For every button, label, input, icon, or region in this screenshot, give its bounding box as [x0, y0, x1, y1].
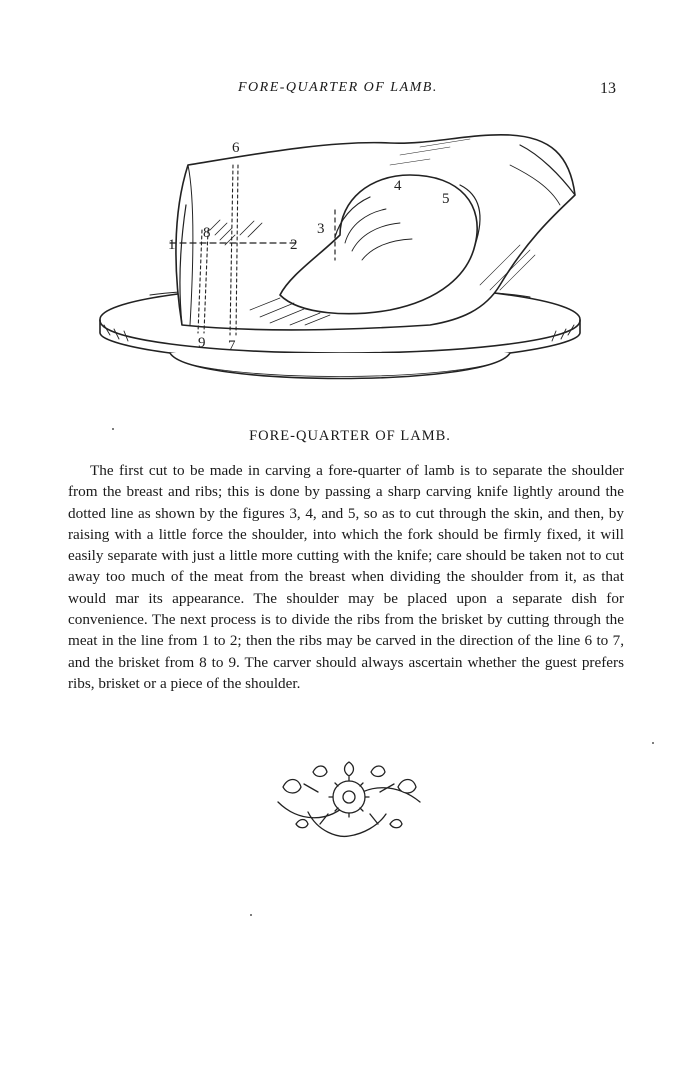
page-speck — [652, 742, 654, 744]
figure-label-5: 5 — [442, 191, 450, 207]
running-head — [0, 80, 700, 104]
lamb-illustration — [90, 125, 590, 395]
figure-label-6: 6 — [232, 140, 240, 156]
figure-label-8: 8 — [203, 225, 211, 241]
page-speck — [250, 914, 252, 916]
running-title: FORE-QUARTER OF LAMB. — [238, 80, 438, 95]
figure-label-3: 3 — [317, 221, 325, 237]
figure-label-7: 7 — [228, 338, 236, 354]
figure-label-1: 1 — [168, 237, 176, 253]
floral-ornament-icon — [268, 752, 430, 844]
figure-label-9: 9 — [198, 335, 206, 351]
page-number: 13 — [600, 80, 616, 97]
body-paragraph: The first cut to be made in carving a fore-quarter of lamb is to separate the shoulder from the breast and ribs; this is done by passing a sharp carving knife lightly around the dotted line as shown by the figures 3, 4, and 5, so as to cut through the skin, and then, by raising with a little force the shoulder, into which the fork should be firmly fixed, it will easily separate with just a little more cutting with the knife; care should be taken not to cut away too much of the meat from the breast when dividing the shoulder from it, as that would mar its appearance. The shoulder may be placed upon a separate dish for convenience. The next process is to divide the ribs from the brisket by cutting through the meat in the line from 1 to 2; then the ribs may be carved in the direction of the line 6 to 7, and the brisket from 8 to 9. The carver should always ascertain whether the guest prefers ribs, brisket or a piece of the shoulder. — [68, 462, 624, 692]
page-speck — [112, 428, 114, 430]
figure-caption: FORE-QUARTER OF LAMB. — [249, 428, 451, 444]
figure-label-2: 2 — [290, 237, 298, 253]
figure-label-4: 4 — [394, 178, 402, 194]
